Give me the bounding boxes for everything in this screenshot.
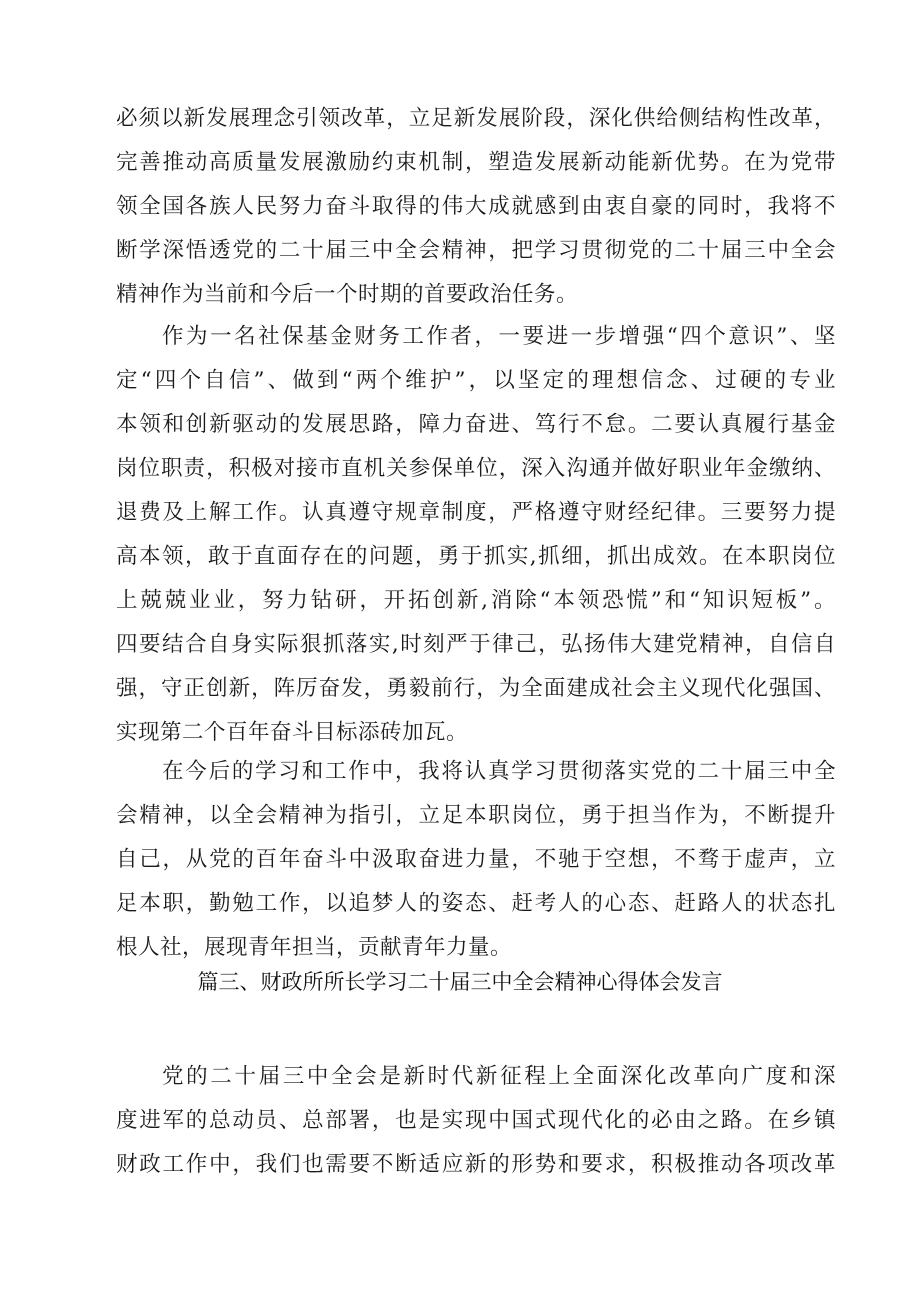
paragraph-line: 财政工作中，我们也需要不断适应新的形势和要求，积极推动各项改革 — [116, 1152, 836, 1177]
paragraph-line: 度进军的总动员、总部署，也是实现中国式现代化的必由之路。在乡镇 — [116, 1108, 836, 1133]
paragraph-line: 四要结合自身实际狠抓落实,时刻严于律己，弘扬伟大建党精神，自信自 — [116, 632, 836, 657]
paragraph-line: 足本职，勤勉工作，以追梦人的姿态、赶考人的心态、赶路人的状态扎 — [116, 891, 836, 916]
section-heading: 篇三、财政所所长学习二十届三中全会精神心得体会发言 — [197, 970, 723, 994]
paragraph-4 — [116, 1055, 836, 1187]
paragraph-line: 本领和创新驱动的发展思路，障力奋进、笃行不怠。二要认真履行基金 — [116, 412, 836, 437]
paragraph-line: 岗位职责，积极对接市直机关参保单位，深入沟通并做好职业年金缴纳、 — [116, 456, 836, 481]
paragraph-3 — [116, 750, 836, 970]
paragraph-line: 党的二十届三中全会是新时代新征程上全面深化改革向广度和深 — [162, 1064, 836, 1089]
paragraph-line: 在今后的学习和工作中，我将认真学习贯彻落实党的二十届三中全 — [162, 759, 836, 784]
paragraph-line: 自己，从党的百年奋斗中汲取奋进力量，不驰于空想，不骛于虚声，立 — [116, 847, 836, 872]
paragraph-line: 强，守正创新，阵厉奋发，勇毅前行，为全面建成社会主义现代化强国、 — [116, 676, 836, 701]
paragraph-2 — [116, 315, 836, 755]
paragraph-line: 领全国各族人民努力奋斗取得的伟大成就感到由衷自豪的同时，我将不 — [116, 194, 836, 219]
paragraph-line: 高本领，敢于直面存在的问题，勇于抓实,抓细，抓出成效。在本职岗位 — [116, 544, 836, 569]
paragraph-line: 上兢兢业业，努力钻研，开拓创新,消除“本领恐慌”和“知识短板”。 — [116, 588, 836, 613]
paragraph-line: 完善推动高质量发展激励约束机制，塑造发展新动能新优势。在为党带 — [116, 150, 836, 175]
paragraph-line: 会精神，以全会精神为指引，立足本职岗位，勇于担当作为，不断提升 — [116, 803, 836, 828]
paragraph-line: 实现第二个百年奋斗目标添砖加瓦。 — [116, 720, 469, 745]
paragraph-1 — [116, 97, 836, 317]
paragraph-line: 根人社，展现青年担当，贡献青年力量。 — [116, 935, 513, 960]
paragraph-line: 作为一名社保基金财务工作者，一要进一步增强“四个意识”、坚 — [162, 324, 836, 349]
paragraph-line: 精神作为当前和今后一个时期的首要政治任务。 — [116, 282, 579, 307]
paragraph-line: 退费及上解工作。认真遵守规章制度，严格遵守财经纪律。三要努力提 — [116, 500, 836, 525]
paragraph-line: 定“四个自信”、做到“两个维护”，以坚定的理想信念、过硬的专业 — [116, 368, 836, 393]
paragraph-line: 必须以新发展理念引领改革，立足新发展阶段，深化供给侧结构性改革， — [116, 106, 836, 131]
paragraph-line: 断学深悟透党的二十届三中全会精神，把学习贯彻党的二十届三中全会 — [116, 238, 836, 263]
